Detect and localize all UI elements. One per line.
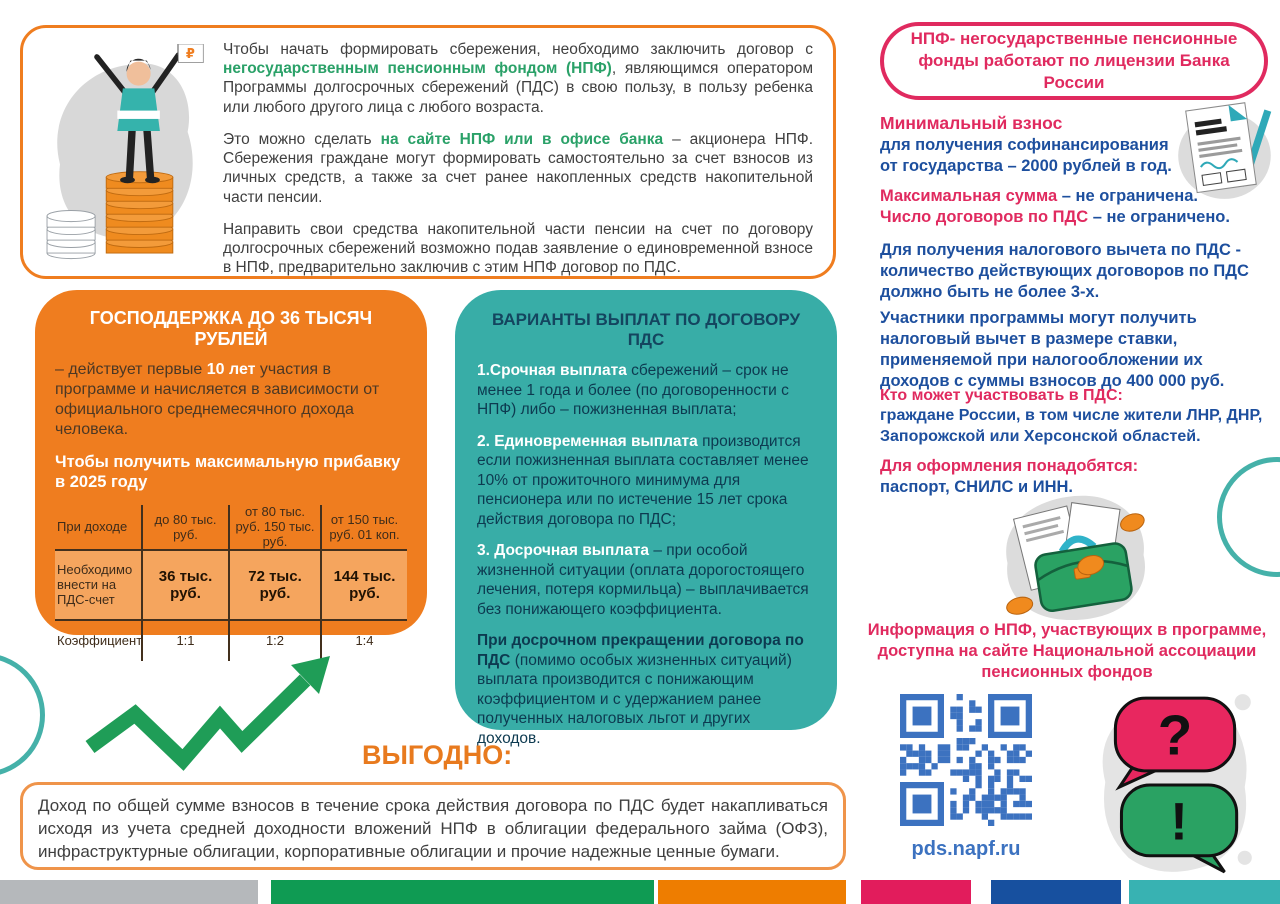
payout-item-2: 2. Единовременная выплата производится если пожизненная выплата составляет менее 10% от прожиточного минимума для пенсионера или по истечение 15 лет срока действия договора по ПДС;	[477, 432, 809, 528]
min-contribution-lead: Минимальный взнос	[880, 113, 1063, 133]
min-contribution-section	[880, 112, 1185, 177]
svg-text:!: !	[1170, 792, 1188, 852]
ruble-symbol: ₽	[185, 46, 195, 62]
tax-deduction-section: Для получения налогового вычета по ПДС - количество действующих договоров по ПДС должно быть не более 3-х.	[880, 241, 1249, 302]
npf-highlight: негосударственным пенсионным фондом (НПФ)	[223, 60, 612, 78]
state-support-lead: – действует первые 10 лет участия в программе и начисляется в зависимости от официального среднемесячного дохода человека.	[55, 361, 380, 439]
table-coeff-col2: 1:2	[230, 621, 322, 661]
table-coeff-label: Коэффициент	[55, 621, 143, 661]
state-support-title: ГОСПОДДЕРЖКА ДО 36 ТЫСЯЧ РУБЛЕЙ	[89, 308, 373, 349]
state-support-subtitle: Чтобы получить максимальную прибавку в 2025 году	[55, 452, 401, 492]
teal-ring-left	[0, 653, 45, 777]
footer-bar-blue	[991, 880, 1121, 904]
payout-warning: При досрочном прекращении договора по ПДС (помимо особых жизненных ситуаций) выплата производится с понижающим коэффициентом и с удержанием ранее полученных налоговых льгот и других доходов.	[477, 632, 804, 747]
qr-code-icon	[900, 694, 1032, 826]
table-header-col1: до 80 тыс. руб.	[143, 505, 230, 551]
vygodno-box: Доход по общей сумме взносов в течение срока действия договора по ПДС будет накапливаться исходя из учета средней доходности вложений НПФ в облигации федерального займа (ОФЗ), инфраструктурные облигации, корпоративные облигации и прочие надежные ценные бумаги.	[20, 782, 846, 870]
footer-bar-orange	[658, 880, 846, 904]
orange-coin-stack	[106, 172, 173, 253]
income-table	[55, 505, 407, 661]
ten-years-highlight: 10 лет	[206, 361, 256, 378]
table-coeff-col3: 1:4	[355, 633, 374, 649]
who-can-join-lead: Кто может участвовать в ПДС:	[880, 387, 1123, 404]
white-coin-stack	[47, 211, 95, 259]
footer-bar-teal	[1129, 880, 1280, 904]
table-header-income: При доходе	[55, 505, 143, 551]
table-header-col2: от 80 тыс. руб. 150 тыс. руб.	[230, 505, 322, 551]
briefcase-icon	[992, 492, 1157, 624]
table-deposit-col3: 144 тыс. руб.	[322, 551, 407, 621]
table-deposit-col1: 36 тыс. руб.	[143, 551, 230, 621]
who-can-join-text: граждане России, в том числе жители ЛНР, ДНР, Запорожской или Херсонской областей.	[880, 407, 1263, 445]
intro-paragraph-1: Чтобы начать формировать сбережения, необходимо заключить договор с негосударственным пенсионным фондом (НПФ), являющимся оператором Программы долгосрочных сбережений (ПДС) в свою пользу, в пользу ребенка или любого другого лица с любого возраста.	[223, 41, 813, 116]
min-contribution-text: для получения софинансирования от государства – 2000 рублей в год.	[880, 136, 1172, 176]
table-header-col3: от 150 тыс. руб. 01 коп.	[322, 505, 407, 551]
intro-text	[223, 40, 813, 290]
footer-bar-pink	[861, 880, 971, 904]
table-deposit-label: Необходимо внести на ПДС-счет	[55, 551, 143, 621]
payout-item-3: 3. Досрочная выплата – при особой жизненной ситуации (оплата дорогостоящего лечения, потеря кормильца) – выплачивается без понижающего коэффициента.	[477, 542, 809, 618]
table-deposit-col2: 72 тыс. руб.	[230, 551, 322, 621]
footer-bar-green	[271, 880, 654, 904]
payout-options-box	[455, 290, 837, 747]
participants-section: Участники программы могут получить налоговый вычет в размере ставки, применяемой при налогообложении их доходов с суммы взносов до 400 000 руб.	[880, 309, 1225, 391]
license-note-box: НПФ- негосударственные пенсионные фонды работают по лицензии Банка России	[880, 22, 1268, 100]
required-docs-lead: Для оформления понадобятся:	[880, 457, 1139, 475]
intro-paragraph-3: Направить свои средства накопительной части пенсии на счет по договору долгосрочных сбережений возможно подав заявление о единовременной взносе в НПФ, предварительно заключив с этим НПФ договор по ПДС.	[223, 220, 813, 277]
footer-bar-gray	[0, 880, 258, 904]
growth-arrow-icon	[80, 642, 350, 792]
svg-text:?: ?	[1157, 703, 1193, 767]
state-support-box	[35, 290, 427, 649]
max-sum-section: Максимальная сумма – не ограничена. Число договоров по ПДС – не ограничено.	[880, 187, 1230, 227]
qr-url-label: pds.napf.ru	[911, 838, 1021, 860]
intro-box	[20, 25, 836, 279]
intro-paragraph-2: Это можно сделать на сайте НПФ или в офисе банка – акционера НПФ. Сбережения граждане могут формировать самостоятельно за счет взносов из личных средств, а также за счет ранее накопленных средств накопительной части пенсии.	[223, 130, 813, 206]
person-with-flag-illustration	[35, 44, 220, 266]
payout-options-title: ВАРИАНТЫ ВЫПЛАТ ПО ДОГОВОРУ ПДС	[491, 310, 801, 349]
required-docs-text: паспорт, СНИЛС и ИНН.	[880, 478, 1074, 497]
napf-info-text: Информация о НПФ, участвующих в программе, доступна на сайте Национальной ассоциации пенсионных фондов	[867, 621, 1267, 681]
table-coeff-col1: 1:1	[143, 621, 230, 661]
who-can-join-section	[880, 386, 1280, 447]
payout-item-1: 1.Срочная выплата сбережений – срок не менее 1 года и более (по договоренности с НПФ) либо – пожизненная выплата;	[477, 362, 789, 419]
question-exclamation-bubbles	[1093, 686, 1253, 878]
qr-block	[898, 694, 1034, 861]
site-highlight: на сайте НПФ или в офисе банка	[380, 130, 664, 148]
vygodno-title: ВЫГОДНО:	[362, 740, 513, 770]
